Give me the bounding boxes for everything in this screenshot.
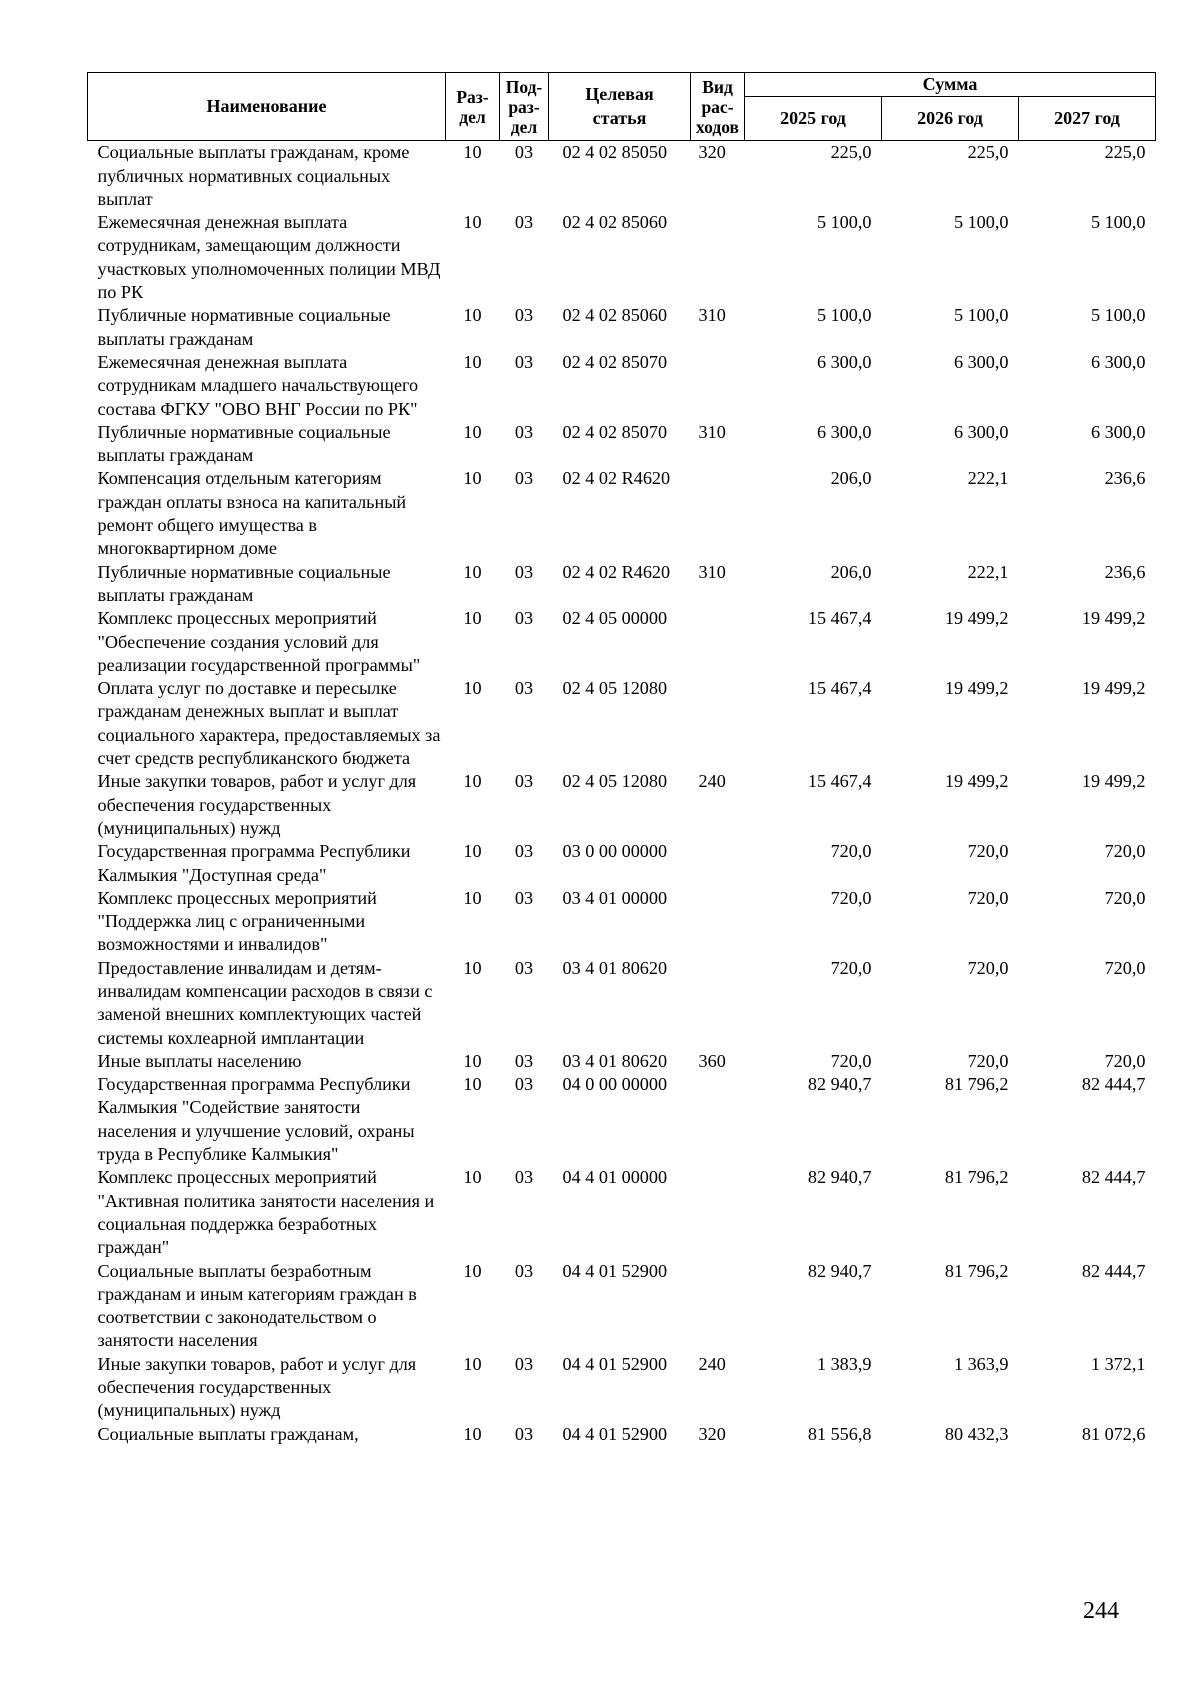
table-row — [88, 561, 1156, 608]
row-sum-2025: 5 100,0 — [816, 305, 872, 326]
row-sum-2025: 206,0 — [830, 561, 872, 582]
table-row — [88, 1073, 1156, 1166]
row-sum-2027: 720,0 — [1104, 887, 1146, 908]
row-sum-2027: 5 100,0 — [1090, 212, 1146, 233]
table-row — [88, 421, 1156, 468]
row-target-article: 03 0 00 00000 — [562, 841, 668, 862]
row-sum-2027: 6 300,0 — [1090, 421, 1146, 442]
row-sum-2025: 720,0 — [830, 1050, 872, 1071]
row-target-article: 03 4 01 80620 — [562, 1050, 668, 1071]
row-name: Публичные нормативные социальные выплаты гражданам — [97, 305, 391, 349]
row-subsection: 03 — [514, 1167, 534, 1188]
row-sum-2025: 6 300,0 — [816, 421, 872, 442]
row-sum-2025: 6 300,0 — [816, 351, 872, 372]
row-target-article: 04 4 01 52900 — [562, 1260, 668, 1281]
row-subsection: 03 — [514, 841, 534, 862]
header-expense-kind: Вид рас- ходов — [691, 73, 745, 141]
row-sum-2027: 5 100,0 — [1090, 305, 1146, 326]
row-name: Предоставление инвалидам и детям-инвалидам компенсации расходов в связи с заменой внешних комплектующих частей системы кохлеарной имплантации — [97, 957, 433, 1048]
table-row — [88, 677, 1156, 770]
row-sum-2025: 15 467,4 — [807, 771, 872, 792]
row-sum-2026: 19 499,2 — [944, 608, 1009, 629]
row-target-article: 04 4 01 52900 — [562, 1423, 668, 1444]
row-sum-2026: 225,0 — [967, 142, 1009, 163]
row-expense-kind — [691, 607, 745, 677]
row-subsection: 03 — [514, 212, 534, 233]
budget-table — [87, 72, 1156, 1446]
row-name: Государственная программа Республики Калмыкия "Содействие занятости населения и улучшение условий, охраны труда в Республике Калмыкия" — [97, 1074, 415, 1165]
row-target-article: 02 4 02 85060 — [562, 305, 668, 326]
header-sum: Сумма — [745, 73, 1156, 97]
row-sum-2025: 82 940,7 — [807, 1074, 872, 1095]
row-subsection: 03 — [514, 608, 534, 629]
row-sum-2027: 1 372,1 — [1090, 1353, 1146, 1374]
row-section: 10 — [463, 841, 482, 862]
row-subsection: 03 — [514, 142, 534, 163]
row-subsection: 03 — [514, 957, 534, 978]
row-subsection: 03 — [514, 468, 534, 489]
row-section: 10 — [463, 957, 482, 978]
row-section: 10 — [463, 561, 482, 582]
row-name: Публичные нормативные социальные выплаты гражданам — [97, 421, 391, 466]
row-subsection: 03 — [514, 1050, 534, 1071]
header-subsection: Под- раз- дел — [500, 73, 549, 141]
row-target-article: 03 4 01 00000 — [562, 887, 668, 908]
table-row — [88, 957, 1156, 1050]
row-sum-2026: 720,0 — [967, 1050, 1009, 1071]
header-name: Наименование — [88, 73, 446, 141]
row-subsection: 03 — [514, 351, 534, 372]
row-sum-2025: 720,0 — [830, 957, 872, 978]
table-row — [88, 1423, 1156, 1446]
row-sum-2026: 222,1 — [967, 468, 1009, 489]
row-subsection: 03 — [514, 1260, 534, 1281]
row-name: Оплата услуг по доставке и пересылке гражданам денежных выплат и выплат социального характера, предоставляемых за счет средств республиканского бюджета — [97, 678, 441, 769]
row-expense-kind: 310 — [698, 421, 726, 442]
row-sum-2027: 720,0 — [1104, 1050, 1146, 1071]
row-sum-2027: 236,6 — [1104, 468, 1146, 489]
row-section: 10 — [463, 421, 482, 442]
row-sum-2026: 80 432,3 — [944, 1423, 1009, 1444]
table-row — [88, 1353, 1156, 1423]
row-expense-kind — [691, 211, 745, 304]
row-sum-2026: 19 499,2 — [944, 771, 1009, 792]
row-subsection: 03 — [514, 678, 534, 699]
row-sum-2026: 720,0 — [967, 887, 1009, 908]
row-expense-kind: 360 — [698, 1050, 726, 1071]
row-name: Комплекс процессных мероприятий "Поддержка лиц с ограниченными возможностями и инвалидов" — [97, 887, 377, 955]
row-sum-2025: 81 556,8 — [807, 1423, 872, 1444]
row-sum-2026: 81 796,2 — [944, 1167, 1009, 1188]
row-name: Ежемесячная денежная выплата сотрудникам, замещающим должности участковых уполномоченных полиции МВД по РК — [97, 212, 441, 303]
row-section: 10 — [463, 468, 482, 489]
row-name: Социальные выплаты безработным гражданам и иным категориям граждан в соответствии с законодательством о занятости населения — [97, 1260, 417, 1351]
row-section: 10 — [463, 1074, 482, 1095]
row-sum-2027: 236,6 — [1104, 561, 1146, 582]
row-section: 10 — [463, 771, 482, 792]
row-sum-2026: 1 363,9 — [953, 1353, 1009, 1374]
row-target-article: 02 4 02 85070 — [562, 421, 668, 442]
row-sum-2025: 5 100,0 — [816, 212, 872, 233]
row-target-article: 02 4 02 R4620 — [562, 468, 671, 489]
table-row — [88, 304, 1156, 351]
row-expense-kind — [691, 887, 745, 957]
row-sum-2026: 81 796,2 — [944, 1260, 1009, 1281]
row-sum-2027: 720,0 — [1104, 841, 1146, 862]
row-sum-2025: 82 940,7 — [807, 1260, 872, 1281]
row-subsection: 03 — [514, 887, 534, 908]
row-section: 10 — [463, 1353, 482, 1374]
row-section: 10 — [463, 1050, 482, 1071]
row-sum-2026: 5 100,0 — [953, 305, 1009, 326]
header-year-2026: 2026 год — [882, 97, 1019, 141]
row-expense-kind — [691, 467, 745, 560]
row-sum-2025: 206,0 — [830, 468, 872, 489]
row-name: Иные выплаты населению — [97, 1050, 302, 1071]
row-sum-2026: 6 300,0 — [953, 351, 1009, 372]
row-expense-kind — [691, 1073, 745, 1166]
row-name: Комплекс процессных мероприятий "Активная политика занятости населения и социальная поддержка безработных граждан" — [97, 1167, 435, 1258]
row-section: 10 — [463, 1260, 482, 1281]
row-section: 10 — [463, 142, 482, 163]
table-row — [88, 351, 1156, 421]
table-header — [88, 73, 1156, 141]
row-target-article: 02 4 02 85050 — [562, 142, 668, 163]
row-section: 10 — [463, 1167, 482, 1188]
row-sum-2026: 222,1 — [967, 561, 1009, 582]
row-sum-2026: 5 100,0 — [953, 212, 1009, 233]
row-sum-2027: 6 300,0 — [1090, 351, 1146, 372]
row-sum-2026: 6 300,0 — [953, 421, 1009, 442]
row-name: Компенсация отдельным категориям граждан оплаты взноса на капитальный ремонт общего имущества в многоквартирном доме — [97, 468, 407, 559]
table-body — [88, 141, 1156, 1446]
row-sum-2025: 1 383,9 — [816, 1353, 872, 1374]
table-row — [88, 607, 1156, 677]
row-target-article: 04 0 00 00000 — [562, 1074, 668, 1095]
table-row — [88, 1050, 1156, 1073]
row-subsection: 03 — [514, 1423, 534, 1444]
row-name: Комплекс процессных мероприятий "Обеспечение создания условий для реализации государственной программы" — [97, 608, 421, 675]
row-sum-2027: 82 444,7 — [1081, 1167, 1146, 1188]
row-subsection: 03 — [514, 561, 534, 582]
row-section: 10 — [463, 305, 482, 326]
row-sum-2025: 15 467,4 — [807, 608, 872, 629]
row-section: 10 — [463, 678, 482, 699]
row-name: Социальные выплаты гражданам, кроме публичных нормативных социальных выплат — [97, 142, 410, 209]
row-target-article: 03 4 01 80620 — [562, 957, 668, 978]
row-sum-2026: 720,0 — [967, 841, 1009, 862]
row-name: Публичные нормативные социальные выплаты гражданам — [97, 561, 391, 605]
row-expense-kind: 240 — [698, 771, 726, 792]
row-expense-kind: 240 — [698, 1353, 726, 1374]
row-sum-2027: 82 444,7 — [1081, 1260, 1146, 1281]
row-section: 10 — [463, 351, 482, 372]
header-year-2027: 2027 год — [1019, 97, 1156, 141]
row-name: Иные закупки товаров, работ и услуг для обеспечения государственных (муниципальных) нужд — [97, 1353, 417, 1421]
row-target-article: 02 4 02 85060 — [562, 212, 668, 233]
row-name: Ежемесячная денежная выплата сотрудникам младшего начальствующего состава ФГКУ "ОВО ВНГ России по РК" — [97, 351, 419, 419]
table-row — [88, 141, 1156, 211]
row-expense-kind: 320 — [698, 142, 726, 163]
table-row — [88, 1166, 1156, 1259]
row-subsection: 03 — [514, 305, 534, 326]
row-expense-kind: 310 — [698, 561, 726, 582]
row-expense-kind — [691, 351, 745, 421]
table-row — [88, 1260, 1156, 1353]
row-sum-2025: 720,0 — [830, 887, 872, 908]
row-expense-kind: 320 — [698, 1423, 726, 1444]
row-target-article: 04 4 01 00000 — [562, 1167, 668, 1188]
row-expense-kind — [691, 957, 745, 1050]
row-target-article: 02 4 02 R4620 — [562, 561, 671, 582]
row-section: 10 — [463, 1423, 482, 1444]
row-subsection: 03 — [514, 1074, 534, 1095]
row-sum-2025: 225,0 — [830, 142, 872, 163]
row-sum-2026: 720,0 — [967, 957, 1009, 978]
row-name: Иные закупки товаров, работ и услуг для обеспечения государственных (муниципальных) нужд — [97, 771, 417, 838]
row-expense-kind: 310 — [698, 305, 726, 326]
page-number: 244 — [1083, 1598, 1119, 1624]
row-target-article: 02 4 02 85070 — [562, 351, 668, 372]
row-name: Социальные выплаты гражданам, — [97, 1423, 359, 1444]
row-expense-kind — [691, 1260, 745, 1353]
row-expense-kind — [691, 1166, 745, 1259]
table-row — [88, 467, 1156, 560]
header-year-2025: 2025 год — [745, 97, 882, 141]
row-sum-2025: 15 467,4 — [807, 678, 872, 699]
row-sum-2027: 82 444,7 — [1081, 1074, 1146, 1095]
row-sum-2027: 225,0 — [1104, 142, 1146, 163]
row-sum-2025: 720,0 — [830, 841, 872, 862]
row-section: 10 — [463, 887, 482, 908]
header-section: Раз- дел — [446, 73, 500, 141]
table-row — [88, 887, 1156, 957]
row-target-article: 02 4 05 00000 — [562, 608, 668, 629]
row-sum-2027: 19 499,2 — [1081, 678, 1146, 699]
row-sum-2027: 81 072,6 — [1081, 1423, 1146, 1444]
row-sum-2027: 19 499,2 — [1081, 771, 1146, 792]
row-subsection: 03 — [514, 771, 534, 792]
row-section: 10 — [463, 212, 482, 233]
row-sum-2026: 19 499,2 — [944, 678, 1009, 699]
table-row — [88, 840, 1156, 887]
row-subsection: 03 — [514, 421, 534, 442]
table-row — [88, 211, 1156, 304]
row-sum-2025: 82 940,7 — [807, 1167, 872, 1188]
row-expense-kind — [691, 840, 745, 887]
row-sum-2026: 81 796,2 — [944, 1074, 1009, 1095]
row-sum-2027: 720,0 — [1104, 957, 1146, 978]
row-target-article: 02 4 05 12080 — [562, 678, 668, 699]
row-sum-2027: 19 499,2 — [1081, 608, 1146, 629]
table-row — [88, 770, 1156, 840]
header-target-article: Целевая статья — [549, 73, 691, 141]
budget-document — [87, 72, 1150, 1446]
row-name: Государственная программа Республики Калмыкия "Доступная среда" — [97, 841, 411, 885]
row-subsection: 03 — [514, 1353, 534, 1374]
row-target-article: 04 4 01 52900 — [562, 1353, 668, 1374]
row-expense-kind — [691, 677, 745, 770]
row-section: 10 — [463, 608, 482, 629]
row-target-article: 02 4 05 12080 — [562, 771, 668, 792]
